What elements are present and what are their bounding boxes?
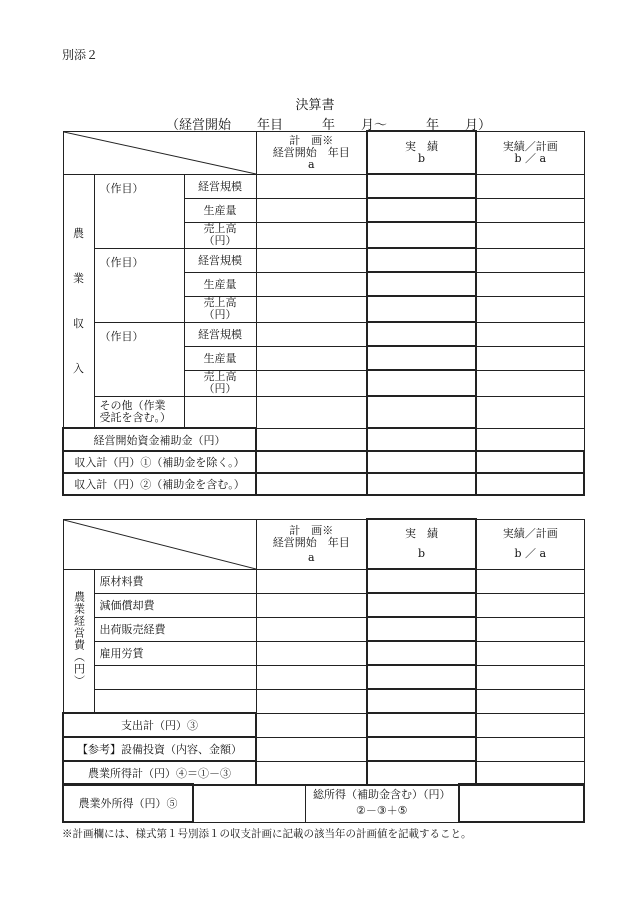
expense-item-label: 雇用労賃	[94, 641, 256, 665]
input-cell[interactable]	[256, 174, 367, 198]
subsidy-label: 経営開始資金補助金（円）	[63, 428, 256, 451]
input-cell[interactable]	[256, 346, 367, 370]
input-cell[interactable]	[476, 665, 584, 689]
expense-item-label[interactable]	[94, 689, 256, 713]
input-cell[interactable]	[476, 737, 584, 761]
input-cell[interactable]	[367, 198, 476, 222]
item-label: 経営規模	[184, 174, 256, 198]
input-cell[interactable]	[476, 346, 584, 370]
input-cell[interactable]	[256, 569, 367, 593]
gross-income-value[interactable]	[459, 784, 584, 822]
income-total-2-label: 収入計（円）②（補助金を含む。）	[63, 473, 256, 495]
input-cell[interactable]	[256, 689, 367, 713]
input-cell[interactable]	[476, 296, 584, 322]
input-cell[interactable]	[476, 174, 584, 198]
input-cell[interactable]	[476, 396, 584, 428]
ratio-header: 実績／計画 b ／ a	[476, 131, 584, 174]
expense-item-label: 減価償却費	[94, 593, 256, 617]
actual-header: 実 績 b	[367, 519, 476, 569]
input-cell[interactable]	[367, 665, 476, 689]
input-cell[interactable]	[367, 617, 476, 641]
input-cell[interactable]	[256, 322, 367, 346]
crop-label: （作目）	[94, 174, 184, 248]
actual-header: 実 績 b	[367, 131, 476, 174]
expense-item-label: 原材料費	[94, 569, 256, 593]
input-cell[interactable]	[256, 451, 367, 473]
capex-reference-label: 【参考】設備投資（内容、金額）	[63, 737, 256, 761]
input-cell[interactable]	[476, 761, 584, 785]
input-cell[interactable]	[476, 569, 584, 593]
input-cell[interactable]	[367, 174, 476, 198]
period-line: （経営開始 年目 年 月～ 年 月）	[166, 118, 492, 133]
input-cell[interactable]	[256, 248, 367, 272]
input-cell[interactable]	[256, 737, 367, 761]
input-cell[interactable]	[476, 617, 584, 641]
ratio-header: 実績／計画 b ／ a	[476, 519, 584, 569]
input-cell[interactable]	[256, 593, 367, 617]
input-cell[interactable]	[256, 272, 367, 296]
input-cell[interactable]	[256, 428, 367, 451]
input-cell[interactable]	[476, 641, 584, 665]
farm-income-group-label: 農 業 収 入	[63, 174, 94, 428]
gross-income-label: 総所得（補助金含む）（円） ②－③＋⑤	[305, 784, 459, 822]
farm-income-total-label: 農業所得計（円）④＝①－③	[63, 761, 256, 785]
input-cell[interactable]	[184, 396, 256, 428]
input-cell[interactable]	[367, 761, 476, 785]
input-cell[interactable]	[367, 569, 476, 593]
input-cell[interactable]	[476, 322, 584, 346]
input-cell[interactable]	[256, 370, 367, 396]
header-diagonal-cell	[63, 519, 256, 569]
input-cell[interactable]	[256, 641, 367, 665]
nonfarm-income-label: 農業外所得（円）⑤	[63, 784, 193, 822]
input-cell[interactable]	[367, 222, 476, 248]
input-cell[interactable]	[256, 617, 367, 641]
plan-header: 計 画※ 経営開始 年目 a	[256, 131, 367, 174]
annex-label: 別添２	[62, 48, 99, 62]
item-label: 経営規模	[184, 248, 256, 272]
item-label: 売上高 （円）	[184, 222, 256, 248]
item-label: 経営規模	[184, 322, 256, 346]
input-cell[interactable]	[367, 272, 476, 296]
item-label: 売上高 （円）	[184, 296, 256, 322]
input-cell[interactable]	[256, 296, 367, 322]
input-cell[interactable]	[256, 761, 367, 785]
farm-expense-group-label: 農業経営費（円）	[63, 569, 94, 713]
expense-item-label: 出荷販売経費	[94, 617, 256, 641]
input-cell[interactable]	[367, 370, 476, 396]
expense-item-label[interactable]	[94, 665, 256, 689]
crop-label: （作目）	[94, 248, 184, 322]
footnote: ※計画欄には、様式第１号別添１の収支計画に記載の該当年の計画値を記載すること。	[62, 828, 472, 840]
input-cell[interactable]	[256, 222, 367, 248]
input-cell[interactable]	[256, 665, 367, 689]
input-cell[interactable]	[476, 370, 584, 396]
item-label: 生産量	[184, 346, 256, 370]
input-cell[interactable]	[476, 428, 584, 451]
input-cell[interactable]	[367, 322, 476, 346]
input-cell[interactable]	[367, 396, 476, 428]
other-income-label: その他（作業 受託を含む。）	[94, 396, 184, 428]
input-cell[interactable]	[476, 593, 584, 617]
input-cell[interactable]	[367, 641, 476, 665]
input-cell[interactable]	[367, 296, 476, 322]
input-cell[interactable]	[367, 248, 476, 272]
input-cell[interactable]	[367, 713, 476, 737]
income-summary-row	[62, 783, 585, 823]
input-cell[interactable]	[256, 198, 367, 222]
item-label: 生産量	[184, 272, 256, 296]
input-cell[interactable]	[256, 473, 367, 495]
input-cell[interactable]	[476, 272, 584, 296]
input-cell[interactable]	[367, 593, 476, 617]
input-cell[interactable]	[367, 451, 476, 473]
expense-total-label: 支出計（円）③	[63, 713, 256, 737]
plan-header: 計 画※ 経営開始 年目 a	[256, 519, 367, 569]
input-cell[interactable]	[476, 248, 584, 272]
document-title: 決算書	[295, 98, 335, 113]
input-cell[interactable]	[476, 713, 584, 737]
input-cell[interactable]	[476, 473, 584, 495]
nonfarm-income-value[interactable]	[193, 784, 305, 822]
input-cell[interactable]	[256, 396, 367, 428]
input-cell[interactable]	[367, 428, 476, 451]
income-table	[62, 130, 585, 496]
income-total-1-label: 収入計（円）①（補助金を除く。）	[63, 451, 256, 473]
input-cell[interactable]	[256, 713, 367, 737]
input-cell[interactable]	[367, 346, 476, 370]
input-cell[interactable]	[476, 198, 584, 222]
expense-table	[62, 518, 585, 786]
header-diagonal-cell	[63, 131, 256, 174]
input-cell[interactable]	[476, 689, 584, 713]
input-cell[interactable]	[367, 473, 476, 495]
input-cell[interactable]	[476, 451, 584, 473]
crop-label: （作目）	[94, 322, 184, 396]
item-label: 売上高 （円）	[184, 370, 256, 396]
input-cell[interactable]	[476, 222, 584, 248]
item-label: 生産量	[184, 198, 256, 222]
input-cell[interactable]	[367, 689, 476, 713]
input-cell[interactable]	[367, 737, 476, 761]
